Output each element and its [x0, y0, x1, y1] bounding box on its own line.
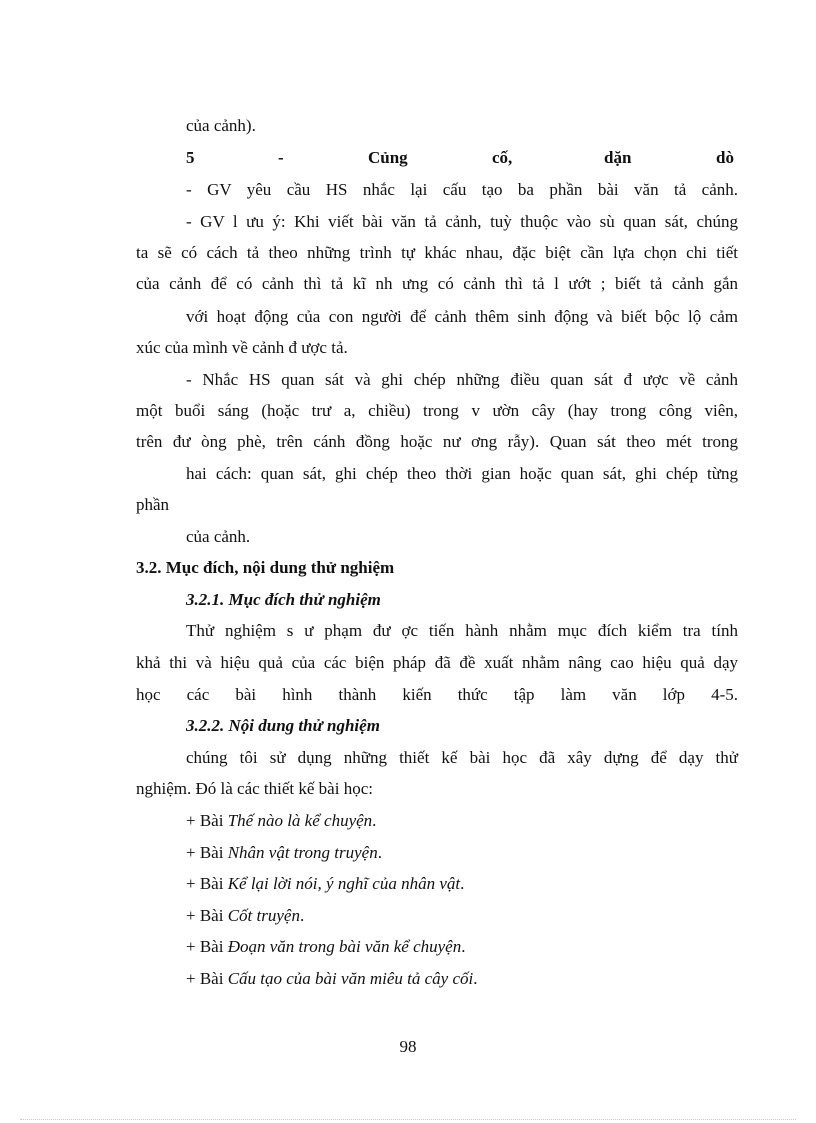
page-bottom-divider	[20, 1119, 796, 1120]
text-line: với hoạt động của con người để cảnh thêm sinh động và biết bộc lộ cảm	[186, 307, 738, 326]
text-line: - GV yêu cầu HS nhắc lại cấu tạo ba phần bài văn tả cảnh.	[186, 180, 738, 199]
section-heading-3-2: 3.2. Mục đích, nội dung thử nghiệm	[136, 558, 395, 577]
lesson-title: Kể lại lời nói, ý nghĩ của nhân vật	[227, 874, 461, 893]
lesson-prefix: + Bài	[186, 843, 224, 862]
heading-word: Củng	[368, 148, 408, 167]
lesson-prefix: + Bài	[186, 906, 224, 925]
text-line: chúng tôi sử dụng những thiết kế bài học đã xây dựng để dạy thử	[186, 748, 738, 767]
lesson-prefix: + Bài	[186, 937, 224, 956]
heading-word: dò	[716, 148, 734, 167]
lesson-title: Cốt truyện	[227, 906, 300, 925]
lesson-period: .	[377, 843, 382, 862]
text-line: - GV l ưu ý: Khi viết bài văn tả cảnh, tuỳ thuộc vào sù quan sát, chúng	[186, 212, 738, 231]
text-line: khả thi và hiệu quả của các biện pháp đã đề xuất nhằm nâng cao hiệu quả dạy	[136, 653, 738, 672]
text-line: - Nhắc HS quan sát và ghi chép những điều quan sát đ ược về cảnh	[186, 370, 738, 389]
heading-number: 5	[186, 148, 195, 167]
heading-word: cố,	[492, 148, 513, 167]
lesson-item	[186, 937, 465, 957]
lesson-period: .	[299, 906, 305, 925]
text-line: hai cách: quan sát, ghi chép theo thời gian hoặc quan sát, ghi chép từng	[186, 464, 738, 483]
text-line: Thử nghiệm s ư phạm đư ợc tiến hành nhằm mục đích kiểm tra tính	[186, 621, 738, 640]
text-line: của cảnh để có cảnh thì tả kĩ nh ưng có cảnh thì tả l ướt ; biết tả cảnh gắn	[136, 274, 738, 293]
lesson-item	[186, 969, 477, 989]
text-line: của cảnh.	[186, 527, 251, 546]
lesson-prefix: + Bài	[186, 969, 224, 988]
text-line: một buổi sáng (hoặc trư a, chiều) trong v ườn cây (hay trong công viên,	[136, 401, 738, 420]
lesson-item	[186, 811, 376, 831]
lesson-period: .	[461, 937, 466, 956]
heading-word: dặn	[604, 148, 632, 167]
lesson-title: Đoạn văn trong bài văn kể chuyện	[227, 937, 462, 956]
lesson-period: .	[372, 811, 377, 830]
lesson-item	[186, 843, 382, 863]
lesson-title: Cấu tạo của bài văn miêu tả cây cối	[227, 969, 474, 988]
subsection-heading-3-2-1: 3.2.1. Mục đích thử nghiệm	[186, 590, 381, 609]
text-line: nghiệm. Đó là các thiết kế bài học:	[136, 779, 373, 798]
lesson-period: .	[460, 874, 465, 893]
lesson-item	[186, 906, 304, 926]
text-line: học các bài hình thành kiến thức tập làm văn lớp 4-5.	[136, 685, 738, 704]
heading-dash: -	[278, 148, 284, 167]
text-line: phần	[136, 495, 170, 514]
lesson-title: Thế nào là kể chuyện	[227, 811, 373, 830]
lesson-prefix: + Bài	[186, 811, 224, 830]
text-line: ta sẽ có cách tả theo những trình tự khác nhau, đặc biệt cần lựa chọn chi tiết	[136, 243, 738, 262]
lesson-item	[186, 874, 464, 894]
lesson-prefix: + Bài	[186, 874, 224, 893]
lesson-title: Nhân vật trong truyện	[227, 843, 378, 862]
page-number: 98	[399, 1037, 417, 1056]
text-line: xúc của mình về cảnh đ ược tả.	[136, 338, 348, 357]
text-line: trên đư òng phè, trên cánh đồng hoặc nư ơng rẫy). Quan sát theo mét trong	[136, 432, 738, 451]
lesson-period: .	[473, 969, 478, 988]
text-line: của cảnh).	[186, 116, 256, 135]
subsection-heading-3-2-2: 3.2.2. Nội dung thử nghiệm	[186, 716, 380, 735]
